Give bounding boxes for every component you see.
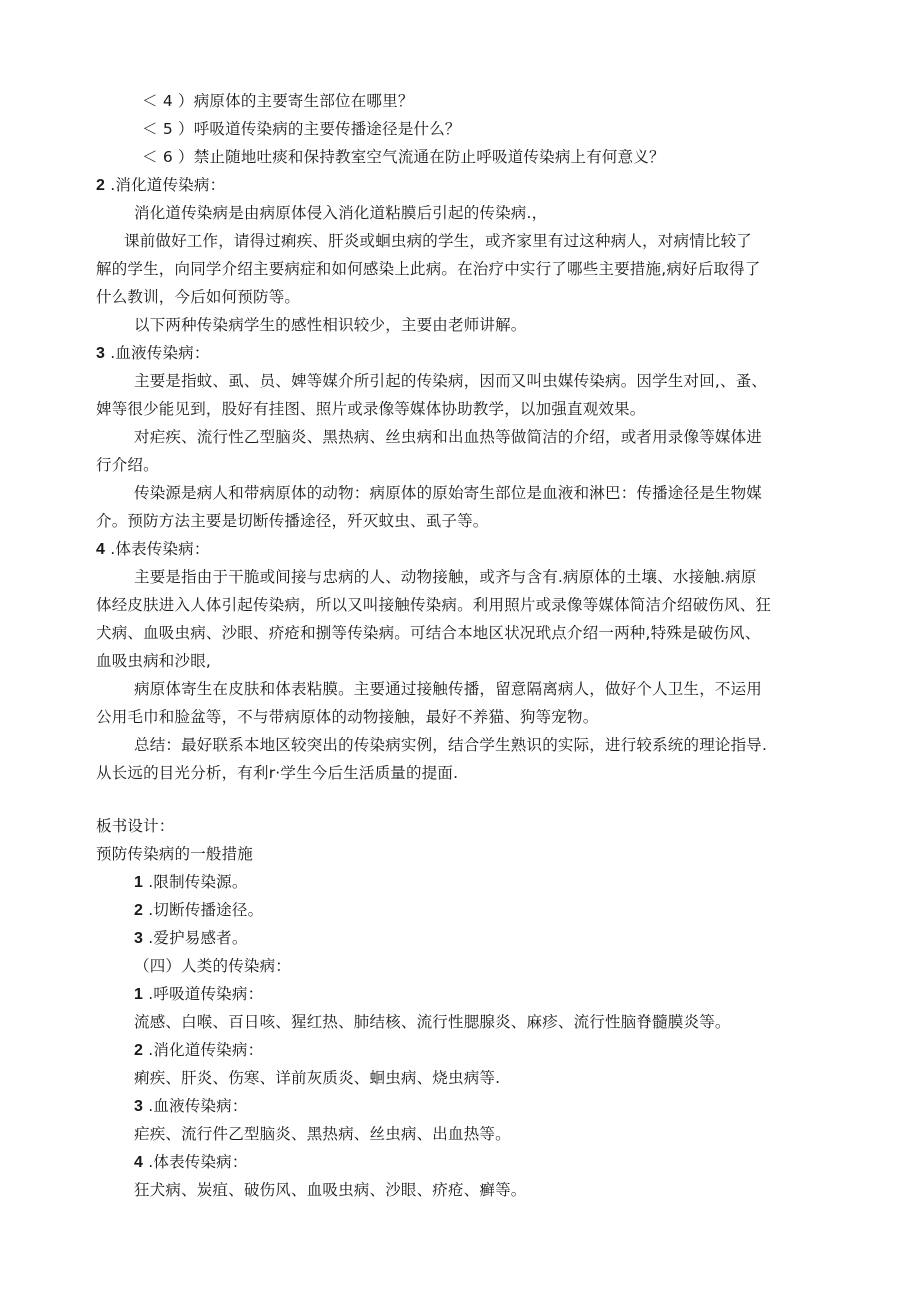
section-3-number: 3 — [96, 345, 106, 362]
disease-category — [134, 984, 263, 1005]
board-design-subtitle: 预防传染病的一般措施 — [96, 845, 254, 863]
category-title: .体表传染病： — [143, 1153, 248, 1171]
section-2-title: .消化道传染病： — [105, 176, 226, 194]
disease-list: 痢疾、肝炎、伤寒、详前灰质炎、蛔虫病、烧虫病等. — [134, 1069, 501, 1087]
category-number: 4 — [134, 1154, 144, 1171]
section-2-paragraph: 消化道传染病是由病原体侵入消化道粘膜后引起的传染病.， — [134, 204, 548, 222]
section-4-paragraph: 犬病、血吸虫病、沙眼、疥疮和捌等传染病。可结合本地区状况玳点介绍一两种,特殊是破伤风、 — [96, 624, 761, 642]
disease-category — [134, 1096, 248, 1117]
question-6: ＜ 6 ）禁止随地吐痰和保持教室空气流通在防止呼吸道传染病上有何意义？ — [142, 148, 665, 166]
section-3-paragraph: 主要是指蚊、虱、员、婢等媒介所引起的传染病，因而又叫虫媒传染病。因学生对回,、蚤、 — [134, 372, 768, 390]
section-4-paragraph: 血吸虫病和沙眼, — [96, 652, 212, 670]
section-4-paragraph: 体经皮肤进入人体引起传染病，所以又叫接触传染病。利用照片或录像等媒体简洁介绍破伤风、狂 — [96, 596, 772, 614]
disease-category — [134, 1152, 248, 1173]
question-5: ＜ 5 ）呼吸道传染病的主要传播途径是什么？ — [142, 120, 461, 138]
measure-item — [134, 872, 248, 893]
category-number: 2 — [134, 1042, 144, 1059]
board-design-title: 板书设计： — [96, 817, 175, 835]
measure-text: .限制传染源。 — [143, 873, 248, 891]
measure-number: 2 — [134, 902, 144, 919]
measure-number: 3 — [134, 930, 144, 947]
section-3-paragraph: 传染源是病人和带病原体的动物：病原体的原始寄生部位是血液和淋巴：传播途径是生物媒 — [134, 484, 763, 502]
section-3-paragraph: 对疟疾、流行性乙型脑炎、黑热病、丝虫病和出血热等做简洁的介绍，或者用录像等媒体进 — [134, 428, 763, 446]
section-2-heading — [96, 175, 225, 196]
disease-list: 流感、白喉、百日咳、猩红热、肺结核、流行性腮腺炎、麻疹、流行性脑脊髓膜炎等。 — [134, 1013, 731, 1031]
section-3-paragraph: 介。预防方法主要是切断传播途径，歼灭蚊虫、虱子等。 — [96, 512, 489, 530]
category-title: .血液传染病： — [143, 1097, 248, 1115]
section-2-paragraph: 以下两种传染病学生的感性相识较少，主要由老师讲解。 — [134, 316, 527, 334]
part-4-heading: （四）人类的传染病： — [134, 957, 292, 975]
section-4-title: .体表传染病： — [105, 540, 210, 558]
section-2-paragraph: 解的学生，向同学介绍主要病症和如何感染上此病。在治疗中实行了哪些主要措施,病好后取得了 — [96, 260, 761, 278]
section-2-paragraph: 课前做好工作，请得过痢疾、肝炎或蛔虫病的学生，或齐家里有过这种病人，对病情比较了 — [124, 232, 753, 250]
section-3-paragraph: 婢等很少能见到，股好有挂图、照片或录像等媒体协助教学，以加强直观效果。 — [96, 400, 646, 418]
section-4-paragraph: 病原体寄生在皮肤和体表粘膜。主要通过接触传播，留意隔离病人，做好个人卫生，不运用 — [134, 680, 763, 698]
section-4-heading — [96, 539, 210, 560]
section-3-heading — [96, 343, 210, 364]
disease-list: 狂犬病、炭疽、破伤风、血吸虫病、沙眼、疥疮、癣等。 — [134, 1181, 527, 1199]
section-2-paragraph: 什么教训，今后如何预防等。 — [96, 288, 301, 306]
measure-item — [134, 928, 248, 949]
measure-number: 1 — [134, 874, 144, 891]
section-4-paragraph: 主要是指由于干脆或间接与忠病的人、动物接触，或齐与含有.病原体的土壤、水接触.病原 — [134, 568, 757, 586]
category-title: .呼吸道传染病： — [143, 985, 264, 1003]
section-2-number: 2 — [96, 177, 106, 194]
category-number: 1 — [134, 986, 144, 1003]
summary-paragraph: 从长远的目光分析，有利r·学生今后生活质量的提面. — [96, 764, 459, 782]
section-3-title: .血液传染病： — [105, 344, 210, 362]
category-number: 3 — [134, 1098, 144, 1115]
disease-list: 疟疾、流行件乙型脑炎、黑热病、丝虫病、出血热等。 — [134, 1125, 511, 1143]
section-4-paragraph: 公用毛巾和脸盆等，不与带病原体的动物接触，最好不养猫、狗等宠物。 — [96, 708, 599, 726]
category-title: .消化道传染病： — [143, 1041, 264, 1059]
disease-category — [134, 1040, 263, 1061]
section-3-paragraph: 行介绍。 — [96, 456, 159, 474]
section-4-number: 4 — [96, 541, 106, 558]
question-4: ＜ 4 ）病原体的主要寄生部位在哪里？ — [142, 92, 414, 110]
measure-text: .爱护易感者。 — [143, 929, 248, 947]
measure-item — [134, 900, 263, 921]
measure-text: .切断传播途径。 — [143, 901, 264, 919]
summary-paragraph: 总结：最好联系本地区较突出的传染病实例，结合学生熟识的实际，进行较系统的理论指导. — [134, 736, 768, 754]
